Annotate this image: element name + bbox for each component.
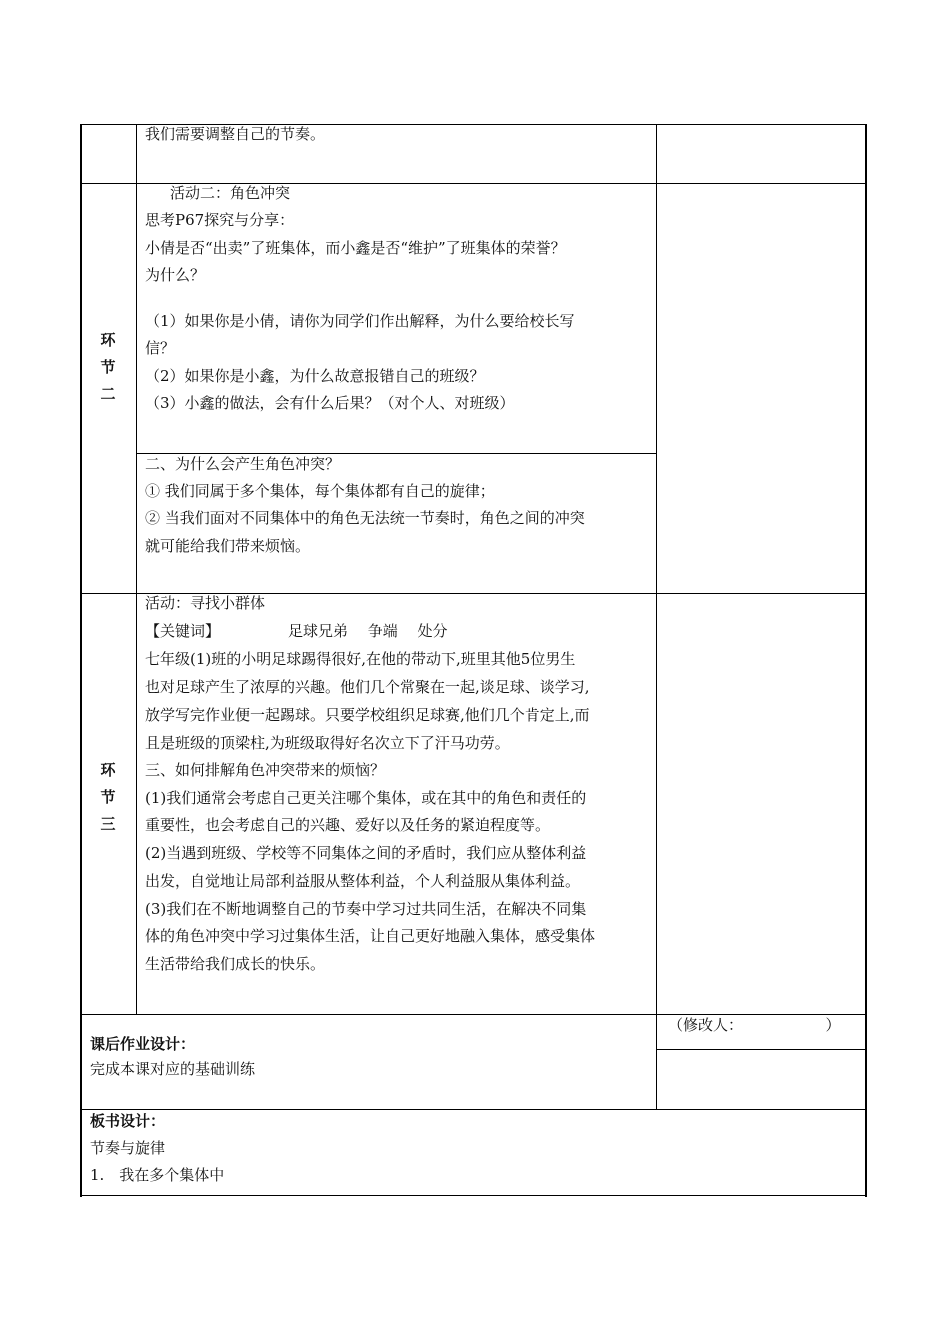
solve-title: 三、如何排解角色冲突带来的烦恼？ [145,761,386,779]
table-border-left [80,124,82,1197]
conflict-point-2-line2: 就可能给我们带来烦恼。 [145,537,311,555]
q3: （3）小鑫的做法，会有什么后果？（对个人、对班级） [145,394,515,412]
homework-title: 课后作业设计： [90,1035,196,1053]
label-column-divider [136,124,137,1015]
section3-label [80,757,136,838]
activity-two-title: 活动二：角色冲突 [170,184,291,202]
notes-divider-homework [656,1049,867,1050]
solve-line: (3)我们在不断地调整自己的节奏中学习过共同生活，在解决不同集 [145,900,587,918]
section2-label [80,327,136,408]
conflict-point-1: ① 我们同属于多个集体，每个集体都有自己的旋律； [145,482,495,500]
q1-line1: （1）如果你是小倩，请你为同学们作出解释，为什么要给校长写 [145,312,575,330]
board-line2: 1. 我在多个集体中 [90,1166,225,1184]
section3-label-char: 环 [100,761,116,779]
solve-line: (2)当遇到班级、学校等不同集体之间的矛盾时，我们应从整体利益 [145,844,587,862]
board-line1: 节奏与旋律 [90,1139,166,1157]
conflict-point-2-line1: ② 当我们面对不同集体中的角色无法统一节奏时，角色之间的冲突 [145,509,585,527]
keywords: 足球兄弟 争端 处分 [288,622,448,640]
section3-label-char: 三 [100,815,116,833]
question-line1: 小倩是否“出卖”了班集体，而小鑫是否“维护”了班集体的荣誉？ [145,239,566,257]
solve-line: 出发，自觉地让局部利益服从整体利益，个人利益服从集体利益。 [145,872,581,890]
story-line: 放学写完作业便一起踢球。只要学校组织足球赛,他们几个肯定上,而 [145,706,590,724]
solve-line: 生活带给我们成长的快乐。 [145,955,326,973]
solve-line: 重要性，也会考虑自己的兴趣、爱好以及任务的紧迫程度等。 [145,816,551,834]
solve-line: 体的角色冲突中学习过集体生活，让自己更好地融入集体，感受集体 [145,927,596,945]
conflict-title: 二、为什么会产生角色冲突？ [145,455,341,473]
table-border-bottom [80,1195,867,1196]
section2-label-char: 二 [100,385,116,403]
modifier-note: （修改人： ） [668,1016,841,1034]
keywords-label: 【关键词】 [145,622,221,640]
section3-label-char: 节 [100,788,116,806]
story-line: 也对足球产生了浓厚的兴趣。他们几个常聚在一起,谈足球、谈学习, [145,678,590,696]
story-line: 且是班级的顶梁柱,为班级取得好名次立下了汗马功劳。 [145,734,510,752]
solve-line: (1)我们通常会考虑自己更关注哪个集体，或在其中的角色和责任的 [145,789,587,807]
row-divider-4 [80,1109,867,1110]
notes-column-divider [656,124,657,1110]
activity-find-group: 活动：寻找小群体 [145,594,266,612]
row0-text: 我们需要调整自己的节奏。 [145,125,326,143]
section2-label-char: 节 [100,358,116,376]
section2-label-char: 环 [100,331,116,349]
story-line: 七年级(1)班的小明足球踢得很好,在他的带动下,班里其他5位男生 [145,650,576,668]
question-line2: 为什么？ [145,266,206,284]
q1-line2: 信？ [145,339,176,357]
board-title: 板书设计： [90,1112,166,1130]
homework-content: 完成本课对应的基础训练 [90,1060,256,1078]
table-border-right [865,124,867,1197]
q2: （2）如果你是小鑫，为什么故意报错自己的班级？ [145,367,485,385]
think-prompt: 思考P67探究与分享： [145,211,295,229]
